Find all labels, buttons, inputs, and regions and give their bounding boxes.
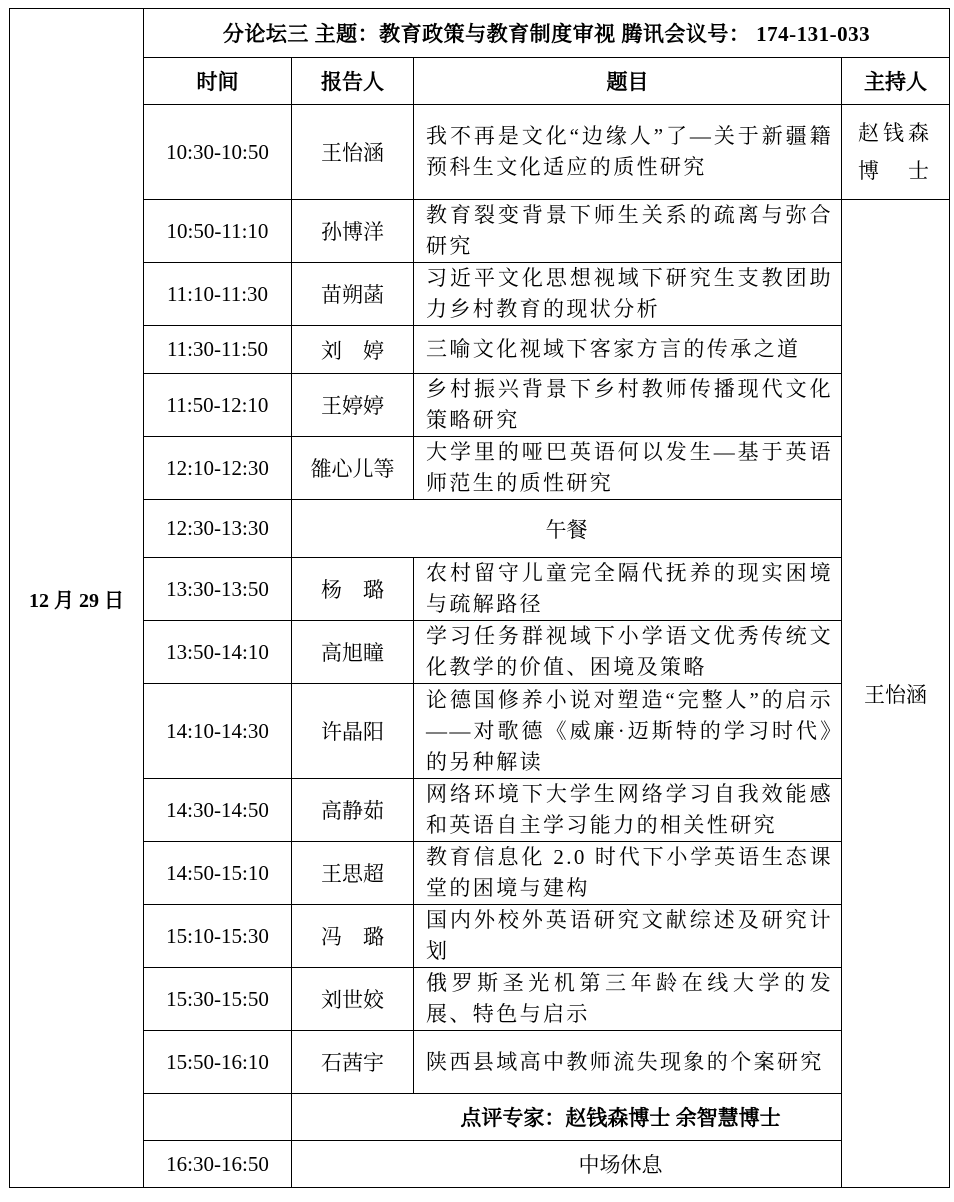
empty-cell xyxy=(144,1094,292,1141)
table-row xyxy=(10,842,950,905)
speaker-cell: 许晶阳 xyxy=(292,684,414,779)
table-row xyxy=(10,558,950,621)
time-cell: 15:30-15:50 xyxy=(144,968,292,1031)
time-cell: 16:30-16:50 xyxy=(144,1141,292,1188)
table-row xyxy=(10,1094,950,1141)
table-row xyxy=(10,684,950,779)
speaker-cell: 王怡涵 xyxy=(292,105,414,200)
table-row xyxy=(10,1031,950,1094)
host-cell-second: 王怡涵 xyxy=(842,200,950,1188)
time-cell: 14:10-14:30 xyxy=(144,684,292,779)
topic-cell: 论德国修养小说对塑造“完整人”的启示 ——对歌德《威廉·迈斯特的学习时代》的另种解读 xyxy=(414,684,842,779)
table-row xyxy=(10,437,950,500)
table-row xyxy=(10,905,950,968)
speaker-cell: 孙博洋 xyxy=(292,200,414,263)
time-cell: 14:30-14:50 xyxy=(144,779,292,842)
time-cell: 11:50-12:10 xyxy=(144,374,292,437)
time-cell: 10:50-11:10 xyxy=(144,200,292,263)
speaker-cell: 苗朔菡 xyxy=(292,263,414,326)
topic-cell: 陕西县域高中教师流失现象的个案研究 xyxy=(414,1031,842,1094)
time-cell: 12:10-12:30 xyxy=(144,437,292,500)
col-head-speaker: 报告人 xyxy=(292,58,414,105)
topic-cell: 国内外校外英语研究文献综述及研究计划 xyxy=(414,905,842,968)
table-row xyxy=(10,500,950,558)
host-cell-first xyxy=(842,105,950,200)
topic-cell: 教育信息化 2.0 时代下小学英语生态课堂的困境与建构 xyxy=(414,842,842,905)
table-row xyxy=(10,200,950,263)
date-cell: 12 月 29 日 xyxy=(10,9,144,1188)
time-cell: 11:30-11:50 xyxy=(144,326,292,374)
time-cell: 13:50-14:10 xyxy=(144,621,292,684)
speaker-cell: 王婷婷 xyxy=(292,374,414,437)
speaker-cell: 刘 婷 xyxy=(292,326,414,374)
table-row xyxy=(10,326,950,374)
table-row xyxy=(10,263,950,326)
schedule-table xyxy=(9,8,950,1188)
host-name: 赵钱森 xyxy=(858,121,934,145)
topic-cell: 网络环境下大学生网络学习自我效能感和英语自主学习能力的相关性研究 xyxy=(414,779,842,842)
speaker-cell: 杨 璐 xyxy=(292,558,414,621)
table-row xyxy=(10,1141,950,1188)
lunch-cell: 午餐 xyxy=(292,500,842,558)
speaker-cell: 石茜宇 xyxy=(292,1031,414,1094)
time-cell: 15:10-15:30 xyxy=(144,905,292,968)
time-cell: 14:50-15:10 xyxy=(144,842,292,905)
speaker-cell: 冯 璐 xyxy=(292,905,414,968)
speaker-cell: 王思超 xyxy=(292,842,414,905)
col-head-topic: 题目 xyxy=(414,58,842,105)
col-head-time: 时间 xyxy=(144,58,292,105)
speaker-cell: 高旭瞳 xyxy=(292,621,414,684)
topic-cell: 学习任务群视域下小学语文优秀传统文化教学的价值、困境及策略 xyxy=(414,621,842,684)
topic-cell: 大学里的哑巴英语何以发生—基于英语师范生的质性研究 xyxy=(414,437,842,500)
time-cell: 11:10-11:30 xyxy=(144,263,292,326)
table-row xyxy=(10,968,950,1031)
topic-cell: 三喻文化视域下客家方言的传承之道 xyxy=(414,326,842,374)
col-head-host: 主持人 xyxy=(842,58,950,105)
time-cell: 15:50-16:10 xyxy=(144,1031,292,1094)
speaker-cell: 高静茹 xyxy=(292,779,414,842)
topic-cell: 俄罗斯圣光机第三年龄在线大学的发展、特色与启示 xyxy=(414,968,842,1031)
speaker-cell: 刘世姣 xyxy=(292,968,414,1031)
time-cell: 13:30-13:50 xyxy=(144,558,292,621)
time-cell: 12:30-13:30 xyxy=(144,500,292,558)
topic-cell: 农村留守儿童完全隔代抚养的现实困境与疏解路径 xyxy=(414,558,842,621)
table-row xyxy=(10,374,950,437)
topic-cell: 习近平文化思想视域下研究生支教团助力乡村教育的现状分析 xyxy=(414,263,842,326)
host-title: 博 士 xyxy=(858,159,934,183)
time-cell: 10:30-10:50 xyxy=(144,105,292,200)
forum-title: 分论坛三 主题：教育政策与教育制度审视 腾讯会议号： 174-131-033 xyxy=(144,9,950,58)
break-cell: 中场休息 xyxy=(292,1141,950,1188)
table-row xyxy=(10,779,950,842)
review-experts: 点评专家：赵钱森博士 余智慧博士 xyxy=(292,1094,950,1141)
speaker-cell: 雒心儿等 xyxy=(292,437,414,500)
topic-cell: 教育裂变背景下师生关系的疏离与弥合研究 xyxy=(414,200,842,263)
topic-cell: 我不再是文化“边缘人”了—关于新疆籍预科生文化适应的质性研究 xyxy=(414,105,842,200)
table-row xyxy=(10,105,950,200)
topic-cell: 乡村振兴背景下乡村教师传播现代文化策略研究 xyxy=(414,374,842,437)
table-row xyxy=(10,621,950,684)
